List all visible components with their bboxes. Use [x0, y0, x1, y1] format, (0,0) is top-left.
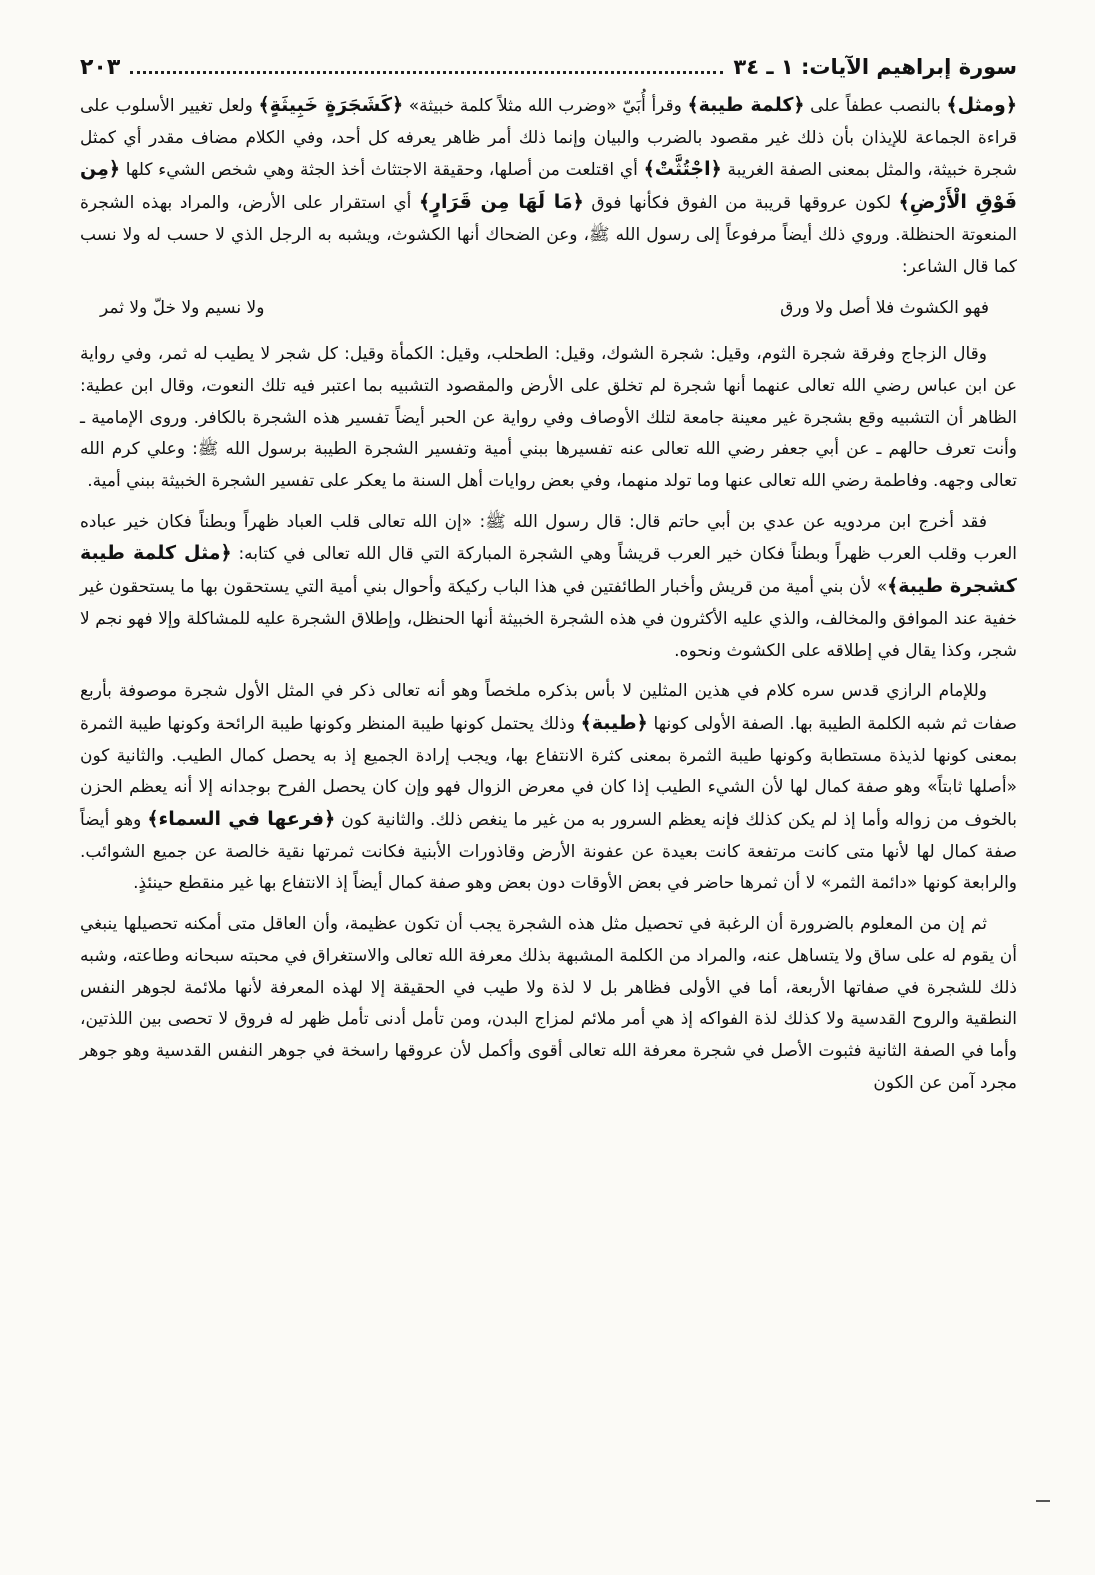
- text-run: لكون عروقها قريبة من الفوق فكأنها فوق: [583, 193, 899, 214]
- text-run: وللإمام الرازي قدس سره كلام في هذين المثلين لا بأس بذكره ملخصاً وهو أنه تعالى ذكر في المثل الأول شجرة موصوفة بأربع صفات ثم شبه الكلمة الطيبة بها. الصفة الأولى كونها: [80, 681, 1017, 734]
- text-run: ولعل تغيير الأسلوب على قراءة الجماعة للإيذان بأن ذلك غير مقصود بالضرب والبيان وإنما ذلك أمر ظاهر يعرفه كل أحد، وفي الكلام مضاف مقدر أي كمثل شجرة خبيثة، والمثل بمعنى الصفة الغريبة: [80, 96, 1018, 181]
- text-run: وذلك يحتمل كونها طيبة المنظر وكونها طيبة الرائحة وكونها طيبة الثمرة بمعنى كونها لذيذة مستطابة وكونها طيبة الثمرة بمعنى كثرة الانتفاع بها، ويجب إرادة الجميع إذ به يحصل كمال الطيب. والثانية كون «أصلها ثابتاً» وهو صفة كمال لها لأن الشيء الطيب إذا كان في معرض الزوال فهو وإن كان يحصل الفرح بوجدانه إلا أنه يعظم الحزن بالخوف من زواله وأما إذ لم يكن كذلك فإنه يعظم السرور به من غير ما ينغص ذلك. والثانية كون: [80, 713, 1017, 831]
- paragraph: [80, 339, 1017, 498]
- text-run: أي اقتلعت من أصلها، وحقيقة الاجتثاث أخذ الجثة وهي شخص الشيء كلها: [120, 160, 644, 181]
- text-run: ثم إن من المعلوم بالضرورة أن الرغبة في تحصيل مثل هذه الشجرة يجب أن تكون عظيمة، وأن العاقل متى أمكنه تحصيلها ينبغي أن يقوم له على ساق ولا يتساهل عنه، والمراد من الكلمة المشبهة بذلك معرفة الله تعالى والاستغراق في محبته سبحانه وطاعته، وشبه ذلك للشجرة في صفاتها الأربعة، أما في الأولى فظاهر بل لا لذة ولا طيب في الحقيقة إلا لهذه المعرفة لأنها ملائمة لجوهر النفس النطقية والروح القدسية ولا كذلك لذة الفواكه إذ هي أمر ملائم لمزاج البدن، ومن تأمل أدنى تأمل ظهر له فروق لا تحصى بين اللذتين، وأما في الصفة الثانية فثبوت الأصل في شجرة معرفة الله تعالى أقوى وأكمل لأن عروقها راسخة في جوهر النفس القدسية وهو جوهر مجرد آمن عن الكون: [80, 914, 1017, 1093]
- quran-quote: ﴿كَشَجَرَةٍ خَبِيثَةٍ﴾: [258, 94, 404, 116]
- quran-quote: ﴿كلمة طيبة﴾: [687, 94, 805, 116]
- poem-second-hemistich: ولا نسيم ولا خلّ ولا ثمر: [100, 297, 265, 318]
- paragraph: [80, 507, 1017, 668]
- quran-quote: ﴿مثل كلمة طيبة كشجرة طيبة﴾: [80, 542, 1017, 598]
- text-run: وقرأ أُبَيّ «وضرب الله مثلاً كلمة خبيثة»: [403, 96, 688, 116]
- text-run: » لأن بني أمية من قريش وأخبار الطائفتين في هذا الباب ركيكة وأحوال بني أمية التي يستحقون بها ما يستحقون غير خفية عند الموافق والمخالف، والذي عليه الأكثرون في هذه الشجرة الخبيثة أنها الحنظل، وإطلاق الشجرة عليه للمشاكلة وإلا فهو نجم لا شجر، وكذا يقال في إطلاقه على الكشوث ونحوه.: [80, 577, 1017, 661]
- quran-quote: ﴿مَا لَهَا مِن قَرَارٍ﴾: [418, 191, 584, 214]
- surah-title: سورة إبراهيم الآيات: ١ ـ ٣٤: [733, 55, 1017, 79]
- paragraph: [80, 676, 1017, 900]
- text-run: وقال الزجاج وفرقة شجرة الثوم، وقيل: شجرة الشوك، وقيل: الطحلب، وقيل: الكمأة وقيل: كل شجر لا يطيب له ثمر، وفي رواية عن ابن عباس رضي الله تعالى عنهما أنها شجرة لم تخلق على الأرض والمقصود التشبيه بما اعتبر فيه تلك النعوت، وقال ابن عطية: الظاهر أن التشبيه وقع بشجرة غير معينة جامعة لتلك الأوصاف وفي رواية عن الحبر أيضاً تفسير هذه الشجرة بالكافر. وروى الإمامية ـ وأنت تعرف حالهم ـ عن أبي جعفر رضي الله تعالى عنه تفسيرها ببني أمية وتفسير الشجرة الطيبة برسول الله ﷺ: وعلي كرم الله تعالى وجهه. وفاطمة رضي الله تعالى عنها وما تولد منهما، وفي بعض روايات أهل السنة ما يعكر على تفسير الشجرة الخبيثة ببني أمية.: [80, 344, 1017, 492]
- quran-quote: ﴿فرعها في السماء﴾: [147, 808, 336, 831]
- running-header: [80, 52, 1017, 86]
- text-run: بالنصب عطفاً على: [804, 96, 947, 116]
- poem-verse: [80, 287, 1017, 330]
- paragraph: [80, 909, 1017, 1099]
- quran-quote: ﴿طيبة﴾: [580, 711, 648, 734]
- paragraph: [80, 90, 1017, 283]
- header-dot-leader: [130, 55, 723, 74]
- commentary-text: [80, 90, 1017, 1099]
- quran-quote: ﴿ومثل﴾: [946, 94, 1017, 116]
- page-number: ٢٠٣: [80, 55, 121, 80]
- text-run: فقد أخرج ابن مردويه عن عدي بن أبي حاتم قال: قال رسول الله ﷺ: «إن الله تعالى قلب العباد ظهراً وبطناً فكان خير عباده العرب وقلب العرب ظهراً وبطناً فكان خير العرب قريشاً وهي الشجرة المباركة التي قال الله تعالى في كتابه:: [80, 511, 1018, 565]
- poem-first-hemistich: فهو الكشوث فلا أصل ولا ورق: [780, 297, 989, 318]
- page-corner-mark: [1036, 1500, 1050, 1502]
- text-run: أي استقرار على الأرض، والمراد بهذه الشجرة المنعوتة الحنظلة. وروي ذلك أيضاً مرفوعاً إلى رسول الله ﷺ، وعن الضحاك أنها الكشوث، ويشبه به الرجل الذي لا حسب له ولا نسب كما قال الشاعر:: [80, 193, 1017, 277]
- quran-quote: ﴿مِن فَوْقِ الْأَرْضِ﴾: [80, 158, 1017, 214]
- text-run: وهو أيضاً صفة كمال لها لأنها متى كانت مرتفعة كانت بعيدة عن عفونة الأرض وقاذورات الأبنية فكانت ثمرتها نقية خالصة عن جميع الشوائب. والرابعة كونها «دائمة الثمر» لا أن ثمرها حاضر في بعض الأوقات دون بعض وهو صفة كمال أيضاً إذ الانتفاع بها غير منقطع حينئذٍ.: [80, 810, 1017, 894]
- quran-quote: ﴿اجْتُثَّتْ﴾: [643, 158, 722, 181]
